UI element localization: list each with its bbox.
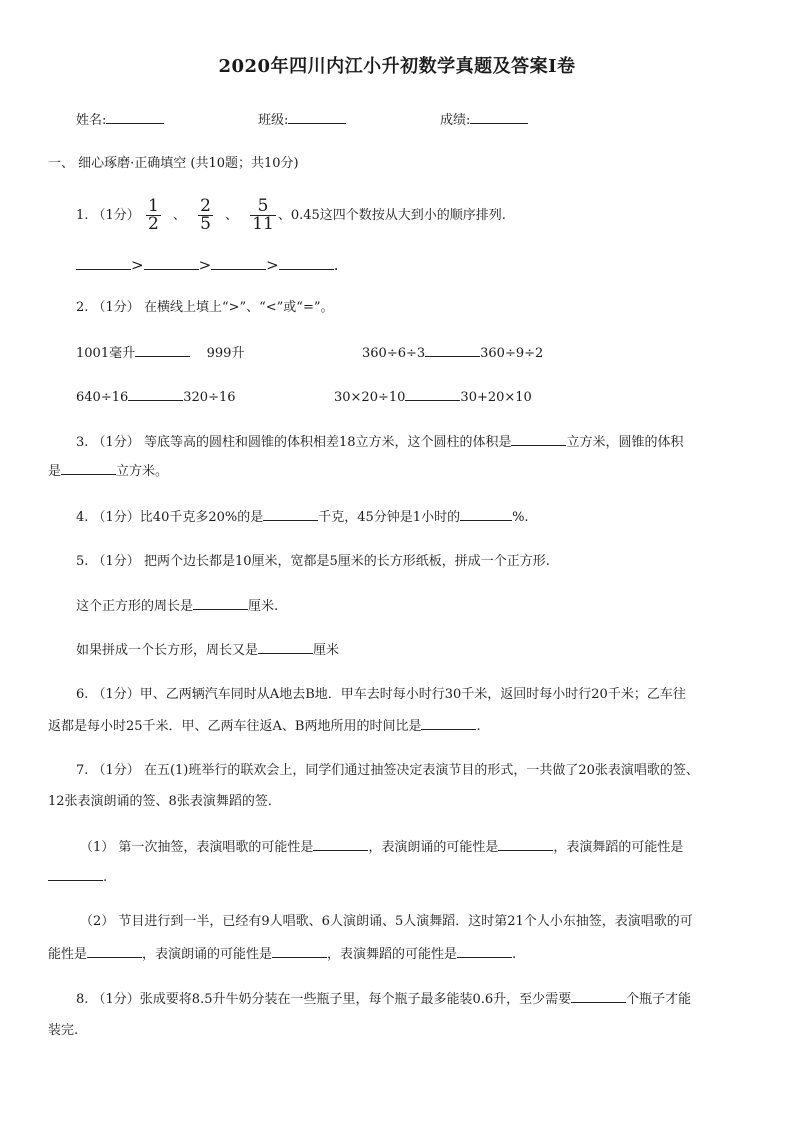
q2-item-1: 1001毫升 999升 bbox=[76, 346, 245, 361]
q2-item-2: 360÷6÷3 360÷9÷2 bbox=[362, 346, 544, 361]
question-2: 2. （1分） 在横线上填上“>”、“<”或“=”。 bbox=[76, 300, 334, 315]
answer-blank[interactable] bbox=[279, 257, 334, 270]
answer-blank[interactable] bbox=[61, 462, 116, 475]
class-field bbox=[258, 111, 346, 130]
q1-end: . bbox=[333, 256, 339, 274]
answer-blank[interactable] bbox=[87, 945, 142, 958]
answer-blank[interactable] bbox=[144, 257, 199, 270]
q1-separator: 、 bbox=[172, 208, 186, 223]
question-7-sub-2: （2） 节目进行到一半，已经有9人唱歌、6人演朗诵、5人演舞蹈．这时第21个人小东抽签，表演唱歌的可 bbox=[80, 914, 693, 929]
answer-blank[interactable] bbox=[128, 388, 183, 401]
answer-blank[interactable] bbox=[313, 838, 368, 851]
q1-number: 1. （1分） bbox=[76, 208, 140, 223]
answer-blank[interactable] bbox=[193, 597, 248, 610]
question-5: 5. （1分） 把两个边长都是10厘米，宽都是5厘米的长方形纸板，拼成一个正方形. bbox=[76, 554, 550, 569]
question-7-sub-2-cont: 能性是 ，表演朗诵的可能性是 ，表演舞蹈的可能性是 . bbox=[48, 947, 517, 962]
question-6: 6. （1分）甲、乙两辆汽车同时从A地去B地．甲车去时每小时行30千米，返回时每小时行20千米；乙车往 bbox=[76, 687, 686, 702]
answer-blank[interactable] bbox=[263, 508, 318, 521]
fraction-3: $\frac{5}{11}$ bbox=[252, 196, 274, 234]
name-blank[interactable] bbox=[106, 111, 164, 124]
section-heading: 一、 细心琢磨·正确填空 (共10题；共10分) bbox=[48, 156, 299, 171]
question-7-sub-1-cont: . bbox=[48, 868, 107, 887]
answer-blank[interactable] bbox=[135, 344, 190, 357]
question-5-part-2: 如果拼成一个长方形，周长又是 厘米 bbox=[76, 643, 340, 658]
q1-text: 、0.45这四个数按从大到小的顺序排列. bbox=[277, 208, 506, 223]
question-7-cont: 12张表演朗诵的签、8张表演舞蹈的签． bbox=[48, 794, 281, 809]
answer-blank[interactable] bbox=[498, 838, 553, 851]
question-4: 4. （1分）比40千克多20%的是 千克，45分钟是1小时的 %. bbox=[76, 510, 529, 525]
name-label: 姓名: bbox=[76, 113, 107, 128]
gt-sign: > bbox=[266, 256, 279, 274]
answer-blank[interactable] bbox=[460, 508, 512, 521]
question-5-part-1: 这个正方形的周长是 厘米. bbox=[76, 599, 279, 614]
question-6-cont: 返都是每小时25千米．甲、乙两车往返A、B两地所用的时间比是 . bbox=[48, 719, 481, 734]
question-8-cont: 装完. bbox=[48, 1023, 79, 1038]
answer-blank[interactable] bbox=[425, 344, 480, 357]
answer-blank[interactable] bbox=[571, 990, 626, 1003]
name-field bbox=[76, 111, 164, 130]
question-1 bbox=[76, 196, 506, 236]
page-title: 2020年四川内江小升初数学真题及答案Ⅰ卷 bbox=[218, 56, 576, 77]
class-blank[interactable] bbox=[288, 111, 346, 124]
gt-sign: > bbox=[131, 256, 144, 274]
question-7: 7. （1分） 在五(1)班举行的联欢会上，同学们通过抽签决定表演节目的形式，一共做了20张表演唱歌的签、 bbox=[76, 763, 699, 778]
answer-blank[interactable] bbox=[457, 945, 512, 958]
q2-item-4: 30×20÷10 30+20×10 bbox=[334, 390, 532, 405]
question-3: 3. （1分） 等底等高的圆柱和圆锥的体积相差18立方米，这个圆柱的体积是 立方米，圆锥的体积 bbox=[76, 435, 684, 450]
question-3-cont: 是 立方米。 bbox=[48, 464, 169, 479]
answer-blank[interactable] bbox=[421, 717, 476, 730]
q2-item-3: 640÷16 320÷16 bbox=[76, 390, 236, 405]
score-label: 成绩: bbox=[440, 113, 471, 128]
answer-blank[interactable] bbox=[48, 868, 103, 881]
question-7-sub-1: （1） 第一次抽签，表演唱歌的可能性是 ，表演朗诵的可能性是 ，表演舞蹈的可能性是 bbox=[80, 840, 684, 855]
score-field bbox=[440, 111, 528, 130]
question-8: 8. （1分）张成要将8.5升牛奶分装在一些瓶子里，每个瓶子最多能装0.6升，至少需要 个瓶子才能 bbox=[76, 992, 692, 1007]
fraction-2: $\frac{2}{5}$ bbox=[200, 196, 211, 234]
answer-blank[interactable] bbox=[76, 257, 131, 270]
q1-separator: 、 bbox=[225, 208, 239, 223]
answer-blank[interactable] bbox=[211, 257, 266, 270]
q1-answer-row bbox=[76, 256, 339, 274]
score-blank[interactable] bbox=[470, 111, 528, 124]
class-label: 班级: bbox=[258, 113, 289, 128]
fraction-1: $\frac{1}{2}$ bbox=[147, 196, 159, 234]
answer-blank[interactable] bbox=[258, 641, 313, 654]
answer-blank[interactable] bbox=[511, 433, 566, 446]
answer-blank[interactable] bbox=[272, 945, 327, 958]
gt-sign: > bbox=[198, 256, 212, 274]
answer-blank[interactable] bbox=[405, 388, 460, 401]
